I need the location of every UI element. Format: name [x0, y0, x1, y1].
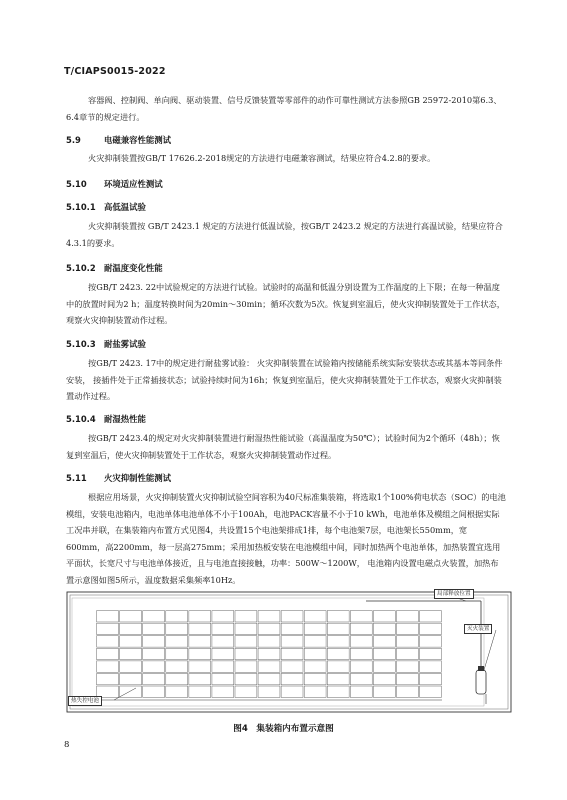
- battery-rack-cell: [212, 673, 234, 684]
- section-title: 高低温试验: [104, 202, 146, 212]
- battery-rack-cell: [420, 648, 442, 659]
- battery-rack-grid: [96, 611, 442, 700]
- battery-rack-cell: [97, 673, 119, 684]
- battery-rack-cell: [143, 661, 165, 672]
- battery-rack-cell: [166, 686, 188, 697]
- section-number: 5.10.2: [66, 263, 96, 273]
- battery-rack-cell: [120, 623, 142, 634]
- section-heading-5-10-2: [66, 262, 163, 274]
- battery-rack-cell: [396, 686, 418, 697]
- battery-rack-cell: [396, 673, 418, 684]
- battery-rack-cell: [350, 623, 372, 634]
- battery-rack-cell: [143, 611, 165, 622]
- battery-rack-cell: [396, 648, 418, 659]
- battery-rack-cell: [97, 636, 119, 647]
- section-body-5-10-4: 按GB/T 2423.4的规定对火灾抑制装置进行耐湿热性能试验（高温温度为50℃）；试验时间为2个循环（48h）；恢复到室温后，使火灾抑制装置处于工作状态，观察火灾抑制装置动作过程。: [66, 433, 500, 460]
- battery-rack-cell: [189, 636, 211, 647]
- section-number: 5.10.1: [66, 202, 96, 212]
- section-number: 5.11: [66, 473, 87, 483]
- battery-rack-cell: [373, 636, 395, 647]
- battery-rack-cell: [373, 686, 395, 697]
- battery-rack-cell: [235, 686, 257, 697]
- battery-rack-cell: [143, 673, 165, 684]
- section-body-5-9: 火灾抑制装置按GB/T 17626.2-2018规定的方法进行电磁兼容测试，结果应符合4.2.8的要求。: [88, 153, 436, 163]
- battery-rack-cell: [304, 673, 326, 684]
- section-heading-5-10: [66, 178, 163, 190]
- battery-rack-cell: [304, 661, 326, 672]
- battery-rack-cell: [420, 623, 442, 634]
- section-title: 耐盐雾试验: [104, 339, 146, 349]
- battery-rack-cell: [166, 611, 188, 622]
- standard-number: T/CIAPS0015-2022: [64, 66, 166, 77]
- battery-rack-cell: [189, 611, 211, 622]
- battery-rack-cell: [97, 623, 119, 634]
- battery-rack-cell: [327, 611, 349, 622]
- section-number: 5.10.3: [66, 339, 96, 349]
- battery-rack-cell: [166, 661, 188, 672]
- battery-rack-cell: [420, 673, 442, 684]
- battery-rack-cell: [189, 686, 211, 697]
- battery-rack-cell: [120, 661, 142, 672]
- page-number: 8: [64, 740, 70, 750]
- battery-rack-cell: [120, 673, 142, 684]
- battery-rack-cell: [327, 686, 349, 697]
- section-body-5-10-1: 火灾抑制装置按 GB/T 2423.1 规定的方法进行低温试验，按GB/T 2423.2 规定的方法进行高温试验，结果应符合4.3.1的要求。: [66, 221, 503, 248]
- battery-rack-cell: [258, 611, 280, 622]
- battery-rack-cell: [166, 623, 188, 634]
- battery-rack-cell: [212, 623, 234, 634]
- battery-rack-cell: [350, 636, 372, 647]
- battery-rack-cell: [420, 611, 442, 622]
- battery-rack-cell: [304, 636, 326, 647]
- battery-rack-cell: [304, 611, 326, 622]
- battery-rack-cell: [350, 673, 372, 684]
- battery-rack-cell: [97, 661, 119, 672]
- section-title: 火灾抑制性能测试: [104, 473, 171, 483]
- battery-rack-cell: [327, 623, 349, 634]
- battery-rack-cell: [350, 661, 372, 672]
- battery-rack-cell: [281, 611, 303, 622]
- battery-rack-cell: [166, 648, 188, 659]
- battery-rack-cell: [396, 611, 418, 622]
- battery-rack-cell: [373, 611, 395, 622]
- battery-rack-cell: [304, 686, 326, 697]
- battery-rack-cell: [327, 648, 349, 659]
- battery-rack-cell: [420, 636, 442, 647]
- battery-rack-cell: [97, 611, 119, 622]
- battery-rack-cell: [189, 661, 211, 672]
- section-heading-5-10-1: [66, 201, 146, 213]
- battery-rack-cell: [327, 673, 349, 684]
- battery-rack-cell: [420, 686, 442, 697]
- battery-rack-cell: [235, 648, 257, 659]
- battery-rack-cell: [396, 623, 418, 634]
- battery-rack-cell: [258, 686, 280, 697]
- section-heading-5-10-3: [66, 338, 146, 350]
- battery-rack-cell: [212, 648, 234, 659]
- section-title: 耐湿热性能: [104, 414, 146, 424]
- battery-rack-cell: [258, 661, 280, 672]
- battery-rack-cell: [396, 661, 418, 672]
- battery-rack-cell: [212, 611, 234, 622]
- battery-rack-cell: [373, 623, 395, 634]
- runaway-cell-label: 热失控电池: [68, 696, 102, 706]
- battery-rack-cell: [212, 636, 234, 647]
- battery-rack-cell: [166, 673, 188, 684]
- container-diagram: [66, 588, 512, 716]
- battery-rack-cell: [97, 648, 119, 659]
- extinguisher-cylinder: [476, 670, 486, 694]
- section-title: 电磁兼容性能测试: [104, 135, 171, 145]
- battery-rack-cell: [304, 623, 326, 634]
- section-number: 5.9: [66, 135, 81, 145]
- battery-rack-cell: [350, 611, 372, 622]
- figure-caption: 图4 集装箱内布置示意图: [233, 724, 334, 734]
- battery-rack-cell: [212, 686, 234, 697]
- battery-rack-cell: [258, 648, 280, 659]
- battery-rack-cell: [235, 611, 257, 622]
- section-number: 5.10: [66, 179, 87, 189]
- section-heading-5-10-4: [66, 413, 146, 425]
- battery-rack-cell: [235, 623, 257, 634]
- section-title: 耐温度变化性能: [104, 263, 163, 273]
- battery-rack-cell: [189, 673, 211, 684]
- battery-rack-cell: [281, 648, 303, 659]
- section-body-5-10-2: 按GB/T 2423. 22中试验规定的方法进行试验。试验时的高温和低温分别设置为工作温度的上下限；在每一种温度中的放置时间为2 h；温度转换时间为20min～30min；循环次数为5次。恢复到室温后，使火灾抑制装置处于工作状态，观察火灾抑制装置动作过程。: [66, 282, 505, 325]
- section-body-5-11: 根据应用场景，火灾抑制装置火灾抑制试验空间容积为40尺标准集装箱，将选取1个100%荷电状态（SOC）的电池模组，安装电池箱内，电池单体电池单体不小于100Ah，电池PACK容量不小于10 kWh，电池单体及模组之间根据实际工况串并联，在集装箱内布置方式见图4，共设置15个电池架排成1排，每个电池架7层，电池架长550mm，宽600mm，高2200mm，每一层高275mm；采用加热板安装在电池模组中间，同时加热两个电池单体，加热装置宜选用平面状，长宽尺寸与电池单体接近，且与电池直接接触，功率：500W～1200W， 电池箱内设置电磁点火装置，加热布置示意图如图5所示，温度数据采集频率10Hz。: [66, 492, 506, 585]
- battery-rack-cell: [212, 661, 234, 672]
- battery-rack-cell: [373, 661, 395, 672]
- battery-rack-cell: [327, 661, 349, 672]
- device-label: 灭火装置: [464, 624, 492, 634]
- battery-rack-cell: [281, 623, 303, 634]
- section-number: 5.10.4: [66, 414, 96, 424]
- battery-rack-cell: [189, 648, 211, 659]
- battery-rack-cell: [281, 686, 303, 697]
- intro-paragraph: 容器阀、控制阀、单向阀、驱动装置、信号反馈装置等零部件的动作可靠性测试方法参照GB 25972-2010第6.3、6.4章节的规定进行。: [66, 95, 502, 122]
- battery-rack-cell: [350, 648, 372, 659]
- battery-rack-cell: [396, 636, 418, 647]
- battery-rack-cell: [373, 648, 395, 659]
- battery-rack-cell: [350, 686, 372, 697]
- battery-rack-cell: [235, 636, 257, 647]
- section-heading-5-11: [66, 472, 171, 484]
- section-heading-5-9: [66, 134, 171, 146]
- battery-rack-cell: [281, 661, 303, 672]
- battery-rack-cell: [281, 636, 303, 647]
- battery-rack-cell: [258, 623, 280, 634]
- battery-rack-cell: [235, 661, 257, 672]
- battery-rack-cell: [235, 673, 257, 684]
- battery-rack-cell: [120, 611, 142, 622]
- battery-rack-cell: [143, 623, 165, 634]
- battery-rack-cell: [258, 636, 280, 647]
- pipe-label: 局部释放位置: [434, 589, 474, 599]
- battery-rack-cell: [143, 686, 165, 697]
- battery-rack-cell: [143, 648, 165, 659]
- battery-rack-cell: [327, 636, 349, 647]
- section-body-5-10-3: 按GB/T 2423. 17中的规定进行耐盐雾试验： 火灾抑制装置在试验箱内按储能系统实际安装状态或其基本等同条件安装， 接插件处于正常插接状态；试验持续时间为16h；恢复到室温后，使火灾抑制装置处于工作状态，观察火灾抑制装置动作过程。: [66, 358, 503, 401]
- battery-rack-cell: [120, 648, 142, 659]
- battery-rack-cell: [120, 636, 142, 647]
- battery-rack-cell: [373, 673, 395, 684]
- battery-rack-cell: [420, 661, 442, 672]
- battery-rack-cell: [189, 623, 211, 634]
- cylinder-valve: [478, 666, 484, 671]
- battery-rack-cell: [258, 673, 280, 684]
- battery-rack-cell: [281, 673, 303, 684]
- section-title: 环境适应性测试: [104, 179, 163, 189]
- container-layout-figure: [66, 588, 512, 716]
- battery-rack-cell: [166, 636, 188, 647]
- battery-rack-cell: [120, 686, 142, 697]
- battery-rack-cell: [143, 636, 165, 647]
- battery-rack-cell: [304, 648, 326, 659]
